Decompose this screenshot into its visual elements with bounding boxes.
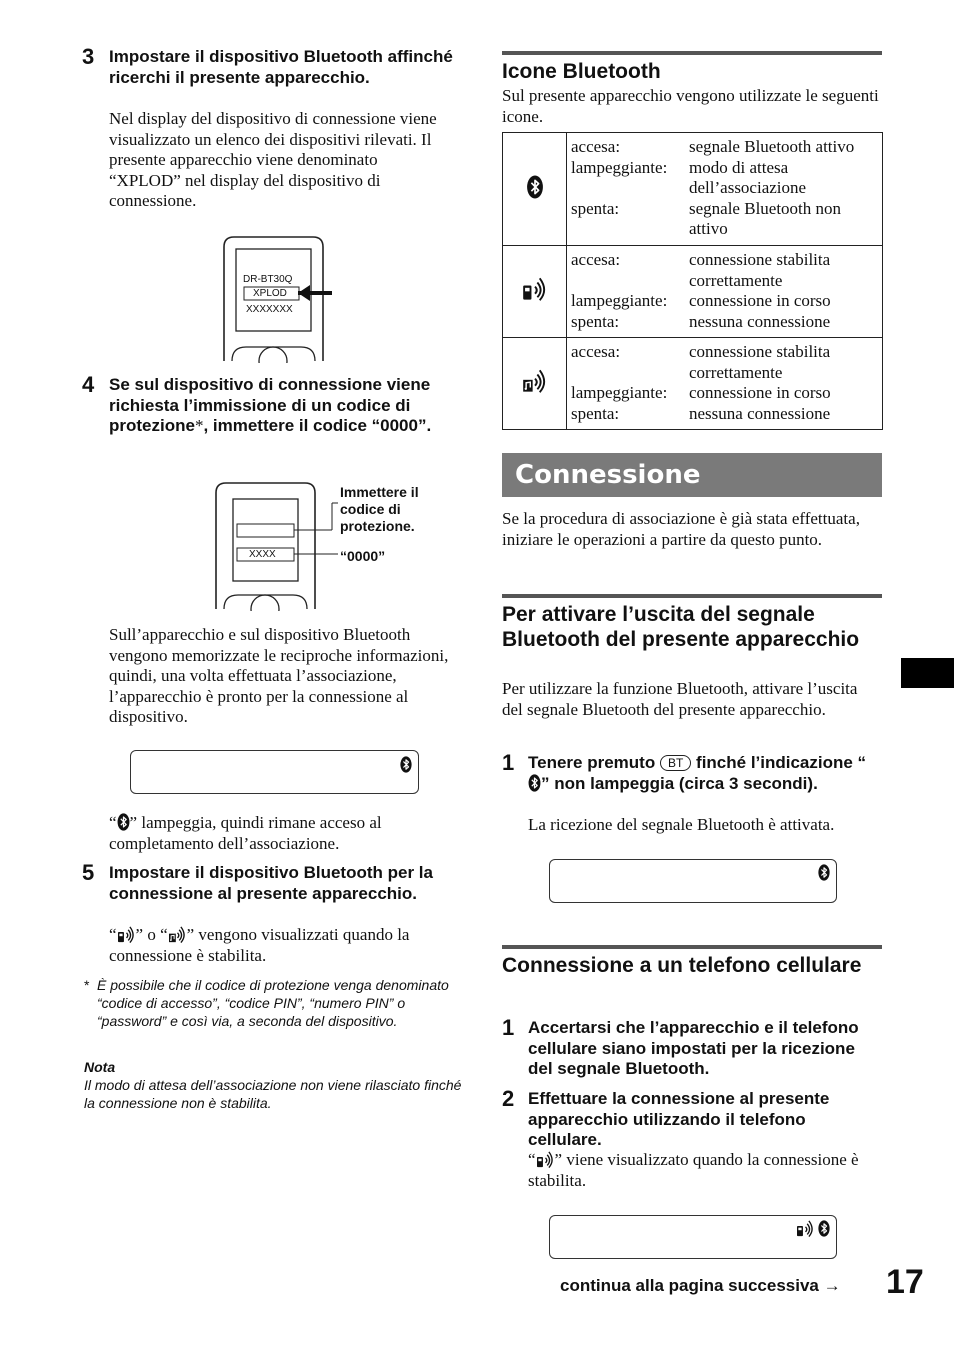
- phone-signal-icon: [536, 1151, 555, 1168]
- bt-key: BT: [660, 755, 691, 771]
- phone-step-2-title: Effettuare la connessione al presente apparecchio utilizzando il telefono cellulare.: [528, 1089, 830, 1149]
- page-number: 17: [886, 1263, 924, 1301]
- bluetooth-icon: [117, 813, 130, 831]
- phone-heading: Connessione a un telefono cellulare: [502, 954, 862, 977]
- footnote-text: È possibile che il codice di protezione venga denominato “codice di accesso”, “codice PIN”, “numero PIN” o “password” e così via, a seconda del dispositivo.: [97, 977, 449, 1029]
- phone-list-item-3: XXXXXXX: [246, 304, 293, 315]
- phone-step-1-number: 1: [502, 1015, 515, 1040]
- footnote-mark: *: [84, 977, 90, 993]
- phone-signal-icon: [117, 926, 136, 943]
- phone-list-item-2: XPLOD: [253, 288, 287, 299]
- step-3-number: 3: [82, 44, 95, 69]
- right-arrow-icon: →: [823, 1276, 841, 1295]
- icon-row-phone: accesa: connessione stabilita correttamente lampeggiante: connessione in corso spenta: nessuna connessione: [503, 246, 883, 338]
- activate-step-1-body: La ricezione del segnale Bluetooth è attivata.: [528, 815, 835, 834]
- icon-row-bluetooth: accesa: segnale Bluetooth attivo lampeggiante: modo di attesa dell’associazione spenta: segnale Bluetooth non attivo: [503, 133, 883, 246]
- phone-device-list-illustration: [222, 235, 337, 363]
- bluetooth-icon: [400, 756, 412, 773]
- section-rule: [502, 594, 882, 598]
- bluetooth-icon: [818, 1220, 830, 1237]
- step-4-title: Se sul dispositivo di connessione viene richiesta l’immissione di un codice di protezione*, immettere il codice “0000”.: [109, 375, 432, 435]
- step-4-note: “ ” lampeggia, quindi rimane acceso al completamento dell’associazione.: [109, 813, 382, 853]
- continue-note: continua alla pagina successiva →: [560, 1276, 841, 1295]
- phone-passcode-value: XXXX: [249, 549, 276, 560]
- lcd-display-bluetooth-on: [549, 859, 837, 903]
- side-index-tab: [901, 658, 954, 688]
- activate-intro: Per utilizzare la funzione Bluetooth, attivare l’uscita del segnale Bluetooth del presente apparecchio.: [502, 679, 858, 719]
- nota-text: Il modo di attesa dell’associazione non viene rilasciato finché la connessione non è stabilita.: [84, 1077, 462, 1111]
- phone-list-item-1: DR-BT30Q: [243, 274, 293, 285]
- lcd-display-connected: [549, 1215, 837, 1259]
- step-5-number: 5: [82, 860, 95, 885]
- section-rule: [502, 51, 882, 55]
- step-5-title: Impostare il dispositivo Bluetooth per la connessione al presente apparecchio.: [109, 863, 433, 903]
- icons-table: [502, 132, 883, 430]
- lcd-display-pairing: [130, 750, 419, 794]
- icons-heading: Icone Bluetooth: [502, 60, 661, 83]
- bluetooth-icon: [528, 774, 541, 792]
- step-3-title: Impostare il dispositivo Bluetooth affinché ricerchi il presente apparecchio.: [109, 47, 453, 87]
- bluetooth-icon: [526, 175, 544, 199]
- step-3-body: Nel display del dispositivo di connessione viene visualizzato un elenco dei dispositivi rilevati. Il presente apparecchio viene denominato “XPLOD” nel display del dispositivo di connessione.: [109, 109, 437, 210]
- audio-signal-icon: [168, 926, 187, 943]
- icons-intro: Sul presente apparecchio vengono utilizzate le seguenti icone.: [502, 86, 879, 126]
- callout-0000: “0000”: [340, 548, 386, 564]
- icon-row-audio: accesa: connessione stabilita correttamente lampeggiante: connessione in corso spenta: nessuna connessione: [503, 338, 883, 430]
- phone-signal-icon: [796, 1220, 815, 1237]
- section-rule: [502, 945, 882, 949]
- bluetooth-icon: [818, 864, 830, 881]
- section-banner: Connessione: [502, 453, 882, 497]
- banner-intro: Se la procedura di associazione è già stata effettuata, iniziare le operazioni a partire da questo punto.: [502, 509, 860, 549]
- step-4-number: 4: [82, 372, 95, 397]
- phone-step-1-title: Accertarsi che l’apparecchio e il telefono cellulare siano impostati per la ricezione del segnale Bluetooth.: [528, 1018, 859, 1078]
- activate-step-1-number: 1: [502, 750, 515, 775]
- activate-heading: Per attivare l’uscita del segnale Bluetooth del presente apparecchio: [502, 603, 860, 651]
- phone-signal-icon: [522, 277, 548, 301]
- audio-signal-icon: [522, 369, 548, 393]
- phone-step-2-number: 2: [502, 1086, 515, 1111]
- callout-passcode: Immettere il codice di protezione.: [340, 484, 419, 534]
- step-4-body: Sull’apparecchio e sul dispositivo Bluetooth vengono memorizzate le reciproche informazioni, quindi, una volta effettuata l’associazione, l’apparecchio è pronto per la connessione al dispositivo.: [109, 625, 449, 726]
- phone-step-2-body: “ ” viene visualizzato quando la connessione è stabilita.: [528, 1150, 859, 1190]
- step-5-body: “ ” o “ ” vengono visualizzati quando la connessione è stabilita.: [109, 925, 410, 965]
- activate-step-1-title: Tenere premuto BT finché l’indicazione “” non lampeggia (circa 3 secondi).: [528, 753, 867, 793]
- nota-title: Nota: [84, 1059, 116, 1075]
